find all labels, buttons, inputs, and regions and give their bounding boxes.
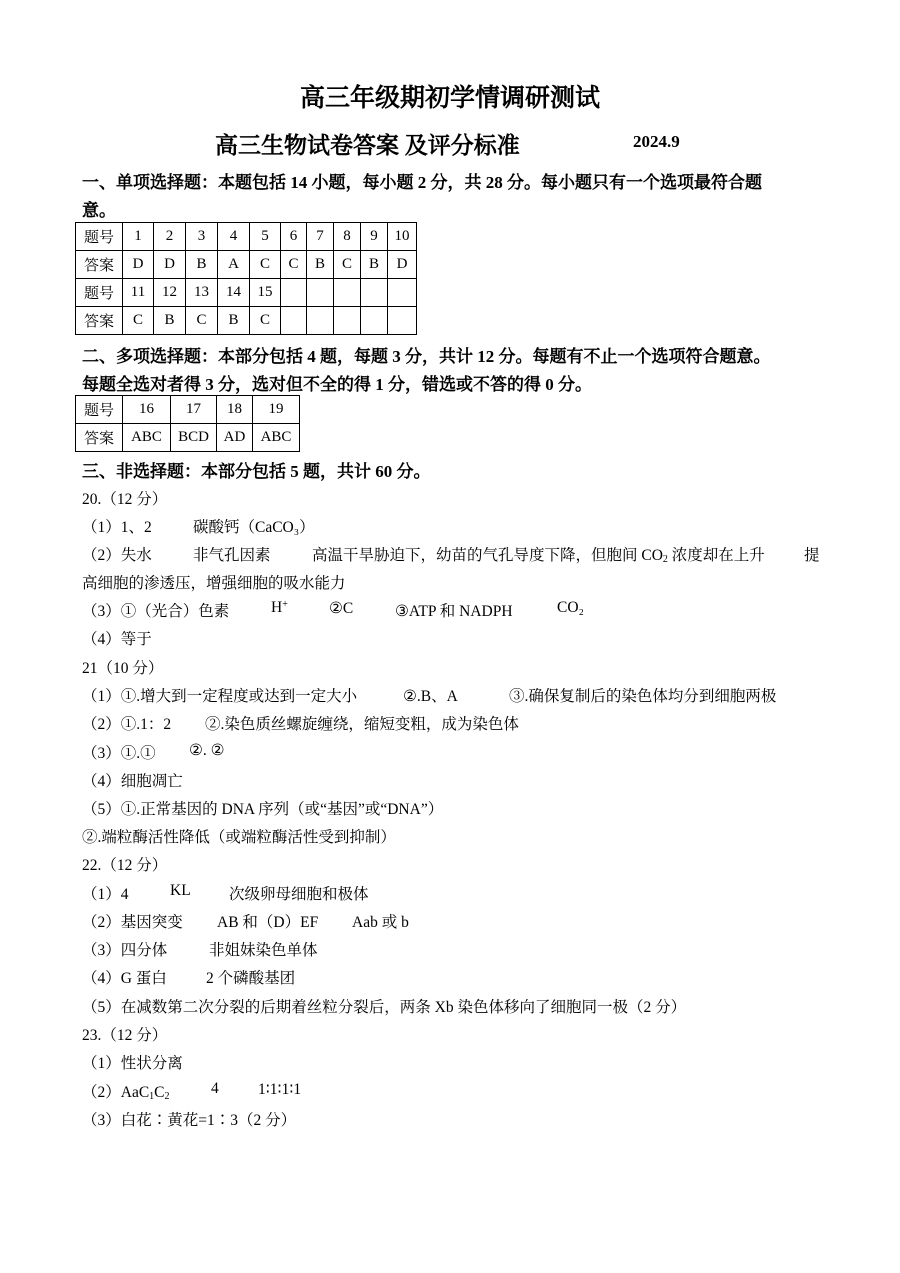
table-cell: D: [388, 251, 417, 279]
q22-answer-4a: （4）G 蛋白: [82, 970, 167, 987]
q21-answer-5: （5）①.正常基因的 DNA 序列（或“基因”或“DNA”）: [82, 801, 444, 818]
q23-answer-2c: 1∶1∶1∶1: [258, 1081, 302, 1098]
table-row: [76, 396, 300, 424]
q20-answer-1b: 碳酸钙（CaCO₃）: [193, 519, 315, 536]
q23-answer-1: （1）性状分离: [82, 1055, 183, 1072]
table-row-header: 答案: [76, 424, 123, 452]
section2-heading: 二、多项选择题：本部分包括 4 题，每题 3 分，共计 12 分。每题有不止一个选项符合题意。: [82, 347, 771, 366]
table-cell: [388, 307, 417, 335]
table-cell: 4: [218, 223, 250, 251]
table-cell: 1: [123, 223, 154, 251]
table-row: [76, 307, 417, 335]
q22-answer-3b: 非姐妹染色单体: [209, 942, 318, 959]
table-row: [76, 251, 417, 279]
table-cell: 16: [123, 396, 171, 424]
table-row-header: 题号: [76, 396, 123, 424]
table-cell: 12: [154, 279, 186, 307]
q20-answer-1a: （1）1、2: [82, 519, 152, 536]
table-cell: D: [154, 251, 186, 279]
section2-heading-cont: 每题全选对者得 3 分，选对但不全的得 1 分，错选或不答的得 0 分。: [82, 375, 592, 394]
table-row: [76, 223, 417, 251]
table-cell: 11: [123, 279, 154, 307]
table-cell: [361, 307, 388, 335]
table-cell: [334, 307, 361, 335]
table-cell: ABC: [253, 424, 300, 452]
q20-answer-4: （4）等于: [82, 631, 152, 648]
table-cell: [281, 279, 307, 307]
q22-answer-4b: 2 个磷酸基团: [206, 970, 296, 987]
q20-title: 20.（12 分）: [82, 491, 168, 508]
table-cell: [281, 307, 307, 335]
single-choice-answer-table: [75, 222, 417, 335]
q22-answer-1c: 次级卵母细胞和极体: [229, 886, 369, 903]
q20-answer-2-cont: 高细胞的渗透压，增强细胞的吸水能力: [82, 575, 346, 592]
q22-answer-1a: （1）4: [82, 886, 129, 903]
q22-answer-2c: Aab 或 b: [352, 914, 409, 931]
table-cell: 15: [250, 279, 281, 307]
q21-answer-3b: ②. ②: [189, 742, 225, 759]
table-cell: [334, 279, 361, 307]
q23-title: 23.（12 分）: [82, 1027, 168, 1044]
section1-heading: 一、单项选择题：本题包括 14 小题，每小题 2 分，共 28 分。每小题只有一个选项最符合题: [82, 173, 762, 192]
table-cell: C: [334, 251, 361, 279]
section3-heading: 三、非选择题：本部分包括 5 题，共计 60 分。: [82, 462, 431, 481]
table-cell: ABC: [123, 424, 171, 452]
q21-answer-3a: （3）①.①: [82, 745, 156, 762]
table-row-header: 题号: [76, 223, 123, 251]
q20-answer-3a: （3）①（光合）色素: [82, 603, 230, 620]
page-title: 高三年级期初学情调研测试: [299, 85, 600, 112]
table-cell: C: [281, 251, 307, 279]
table-row: [76, 424, 300, 452]
table-cell: [361, 279, 388, 307]
q22-answer-2a: （2）基因突变: [82, 914, 183, 931]
q21-answer-2a: （2）①.1：2: [82, 716, 172, 733]
q21-answer-4: （4）细胞凋亡: [82, 773, 183, 790]
q21-answer-6: ②.端粒酶活性降低（或端粒酶活性受到抑制）: [82, 829, 396, 846]
q21-answer-1c: ③.确保复制后的染色体均分到细胞两极: [509, 688, 777, 705]
q20-answer-3c: ②C: [329, 600, 354, 617]
table-cell: B: [361, 251, 388, 279]
table-cell: 13: [186, 279, 218, 307]
page-subtitle: 高三生物试卷答案 及评分标准: [215, 133, 520, 158]
section1-heading-cont: 意。: [82, 201, 116, 220]
q20-answer-2c: 高温干旱胁迫下，幼苗的气孔导度下降，但胞间 $CO_2$ 浓度却在上升: [312, 547, 765, 565]
table-cell: B: [154, 307, 186, 335]
table-cell: [307, 279, 334, 307]
table-cell: 3: [186, 223, 218, 251]
q21-answer-2b: ②.染色质丝螺旋缠绕，缩短变粗，成为染色体: [205, 716, 519, 733]
q20-answer-3b: H+: [271, 599, 288, 616]
q22-answer-3a: （3）四分体: [82, 942, 168, 959]
q20-answer-2b: 非气孔因素: [193, 547, 271, 564]
table-cell: D: [123, 251, 154, 279]
table-cell: 18: [217, 396, 253, 424]
table-cell: 6: [281, 223, 307, 251]
multi-choice-answer-table: [75, 395, 300, 452]
table-cell: A: [218, 251, 250, 279]
table-row-header: 答案: [76, 307, 123, 335]
table-cell: 10: [388, 223, 417, 251]
q23-answer-3: （3）白花∶黄花=1∶3（2 分）: [82, 1112, 297, 1129]
table-cell: C: [250, 251, 281, 279]
q20-answer-2d: 提: [804, 547, 820, 564]
q21-answer-1b: ②.B、A: [403, 688, 458, 705]
table-cell: B: [218, 307, 250, 335]
table-cell: [388, 279, 417, 307]
table-cell: 8: [334, 223, 361, 251]
q22-answer-1b: KL: [170, 882, 191, 899]
table-cell: BCD: [171, 424, 217, 452]
table-row-header: 答案: [76, 251, 123, 279]
q20-answer-3e: CO₂: [557, 599, 584, 616]
table-cell: B: [186, 251, 218, 279]
q20-answer-3d: ③ATP 和 NADPH: [395, 603, 513, 620]
table-cell: 14: [218, 279, 250, 307]
table-cell: 19: [253, 396, 300, 424]
q21-title: 21（10 分）: [82, 660, 164, 677]
table-cell: B: [307, 251, 334, 279]
exam-date: 2024.9: [633, 132, 680, 151]
table-cell: 9: [361, 223, 388, 251]
q22-title: 22.（12 分）: [82, 857, 168, 874]
q23-answer-2b: 4: [211, 1080, 219, 1097]
table-cell: 2: [154, 223, 186, 251]
q20-answer-2a: （2）失水: [82, 547, 152, 564]
table-cell: C: [186, 307, 218, 335]
q21-answer-1a: （1）①.增大到一定程度或达到一定大小: [82, 688, 358, 705]
table-cell: C: [250, 307, 281, 335]
table-cell: 5: [250, 223, 281, 251]
table-row: [76, 279, 417, 307]
table-cell: C: [123, 307, 154, 335]
table-cell: AD: [217, 424, 253, 452]
table-cell: [307, 307, 334, 335]
table-row-header: 题号: [76, 279, 123, 307]
table-cell: 7: [307, 223, 334, 251]
q22-answer-5: （5）在减数第二次分裂的后期着丝粒分裂后，两条 Xb 染色体移向了细胞同一极（2 分）: [82, 999, 687, 1016]
q22-answer-2b: AB 和（D）EF: [217, 914, 319, 931]
table-cell: 17: [171, 396, 217, 424]
q23-answer-2a: $(2)AaC_1C_2$: [82, 1084, 170, 1102]
